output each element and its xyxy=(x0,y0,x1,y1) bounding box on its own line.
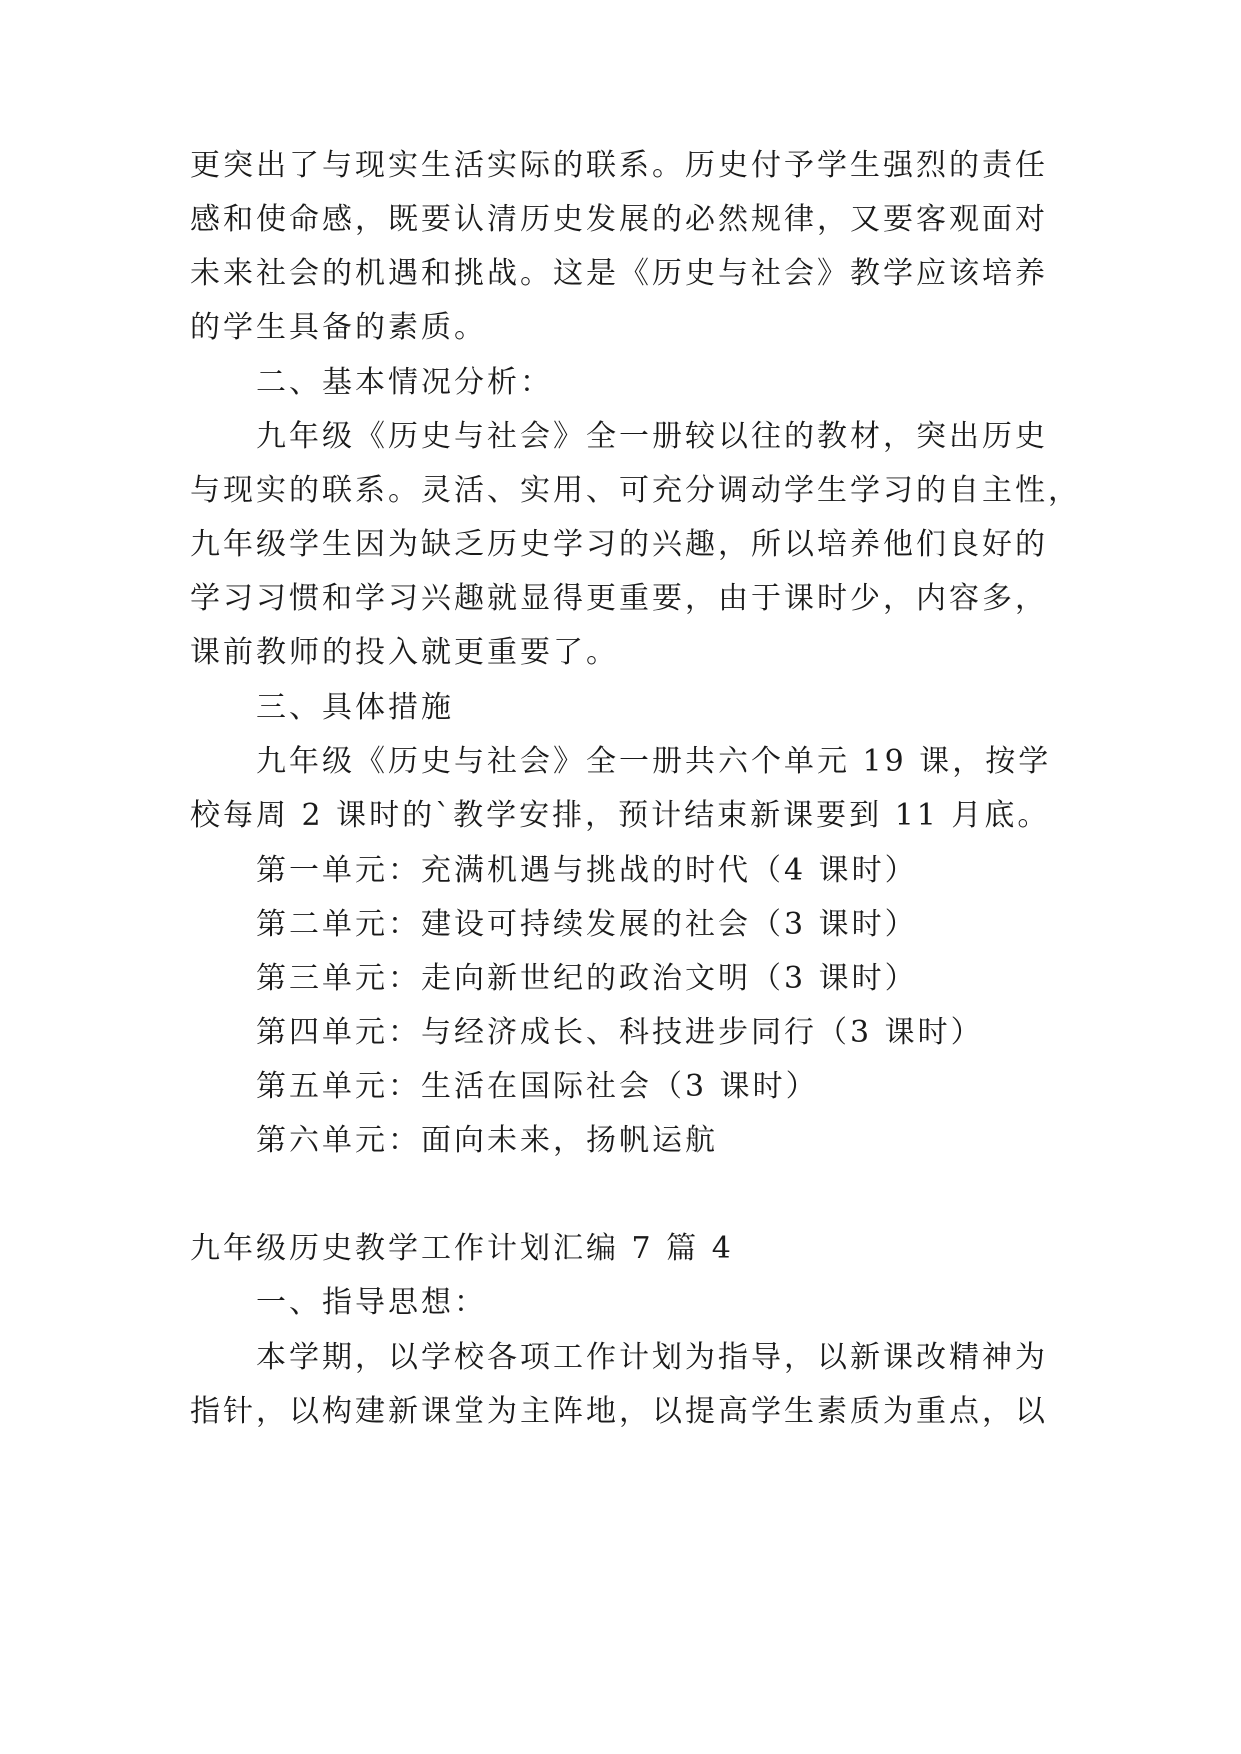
paragraph-line: 本学期，以学校各项工作计划为指导，以新课改精神为 xyxy=(256,1340,1048,1375)
paragraph-line: 课前教师的投入就更重要了。 xyxy=(190,635,619,670)
paragraph-line: 校每周 2 课时的`教学安排，预计结束新课要到 11 月底。 xyxy=(190,798,1051,833)
section-heading-guiding-ideology: 一、指导思想： xyxy=(256,1285,487,1320)
paragraph-line: 学习习惯和学习兴趣就显得更重要，由于课时少，内容多， xyxy=(190,581,1048,616)
paragraph-line: 的学生具备的素质。 xyxy=(190,310,487,345)
unit-item: 第一单元：充满机遇与挑战的时代（4 课时） xyxy=(256,853,918,888)
paragraph-line: 指针，以构建新课堂为主阵地，以提高学生素质为重点，以 xyxy=(190,1394,1048,1429)
unit-item: 第六单元：面向未来，扬帆运航 xyxy=(256,1123,718,1158)
paragraph-line: 九年级学生因为缺乏历史学习的兴趣，所以培养他们良好的 xyxy=(190,527,1048,562)
paragraph-line: 更突出了与现实生活实际的联系。历史付予学生强烈的责任 xyxy=(190,148,1048,183)
paragraph-line: 九年级《历史与社会》全一册共六个单元 19 课，按学 xyxy=(256,744,1052,779)
section-heading-measures: 三、具体措施 xyxy=(256,690,454,725)
paragraph-line: 未来社会的机遇和挑战。这是《历史与社会》教学应该培养 xyxy=(190,256,1048,291)
paragraph-line: 与现实的联系。灵活、实用、可充分调动学生学习的自主性， xyxy=(190,473,1081,508)
unit-item: 第三单元：走向新世纪的政治文明（3 课时） xyxy=(256,961,918,996)
unit-item: 第二单元：建设可持续发展的社会（3 课时） xyxy=(256,907,918,942)
section-heading-basic-analysis: 二、基本情况分析： xyxy=(256,365,553,400)
paragraph-line: 感和使命感，既要认清历史发展的必然规律，又要客观面对 xyxy=(190,202,1048,237)
unit-item: 第四单元：与经济成长、科技进步同行（3 课时） xyxy=(256,1015,984,1050)
section-title: 九年级历史教学工作计划汇编 7 篇 4 xyxy=(190,1231,734,1266)
paragraph-line: 九年级《历史与社会》全一册较以往的教材，突出历史 xyxy=(256,419,1048,454)
unit-item: 第五单元：生活在国际社会（3 课时） xyxy=(256,1069,819,1104)
